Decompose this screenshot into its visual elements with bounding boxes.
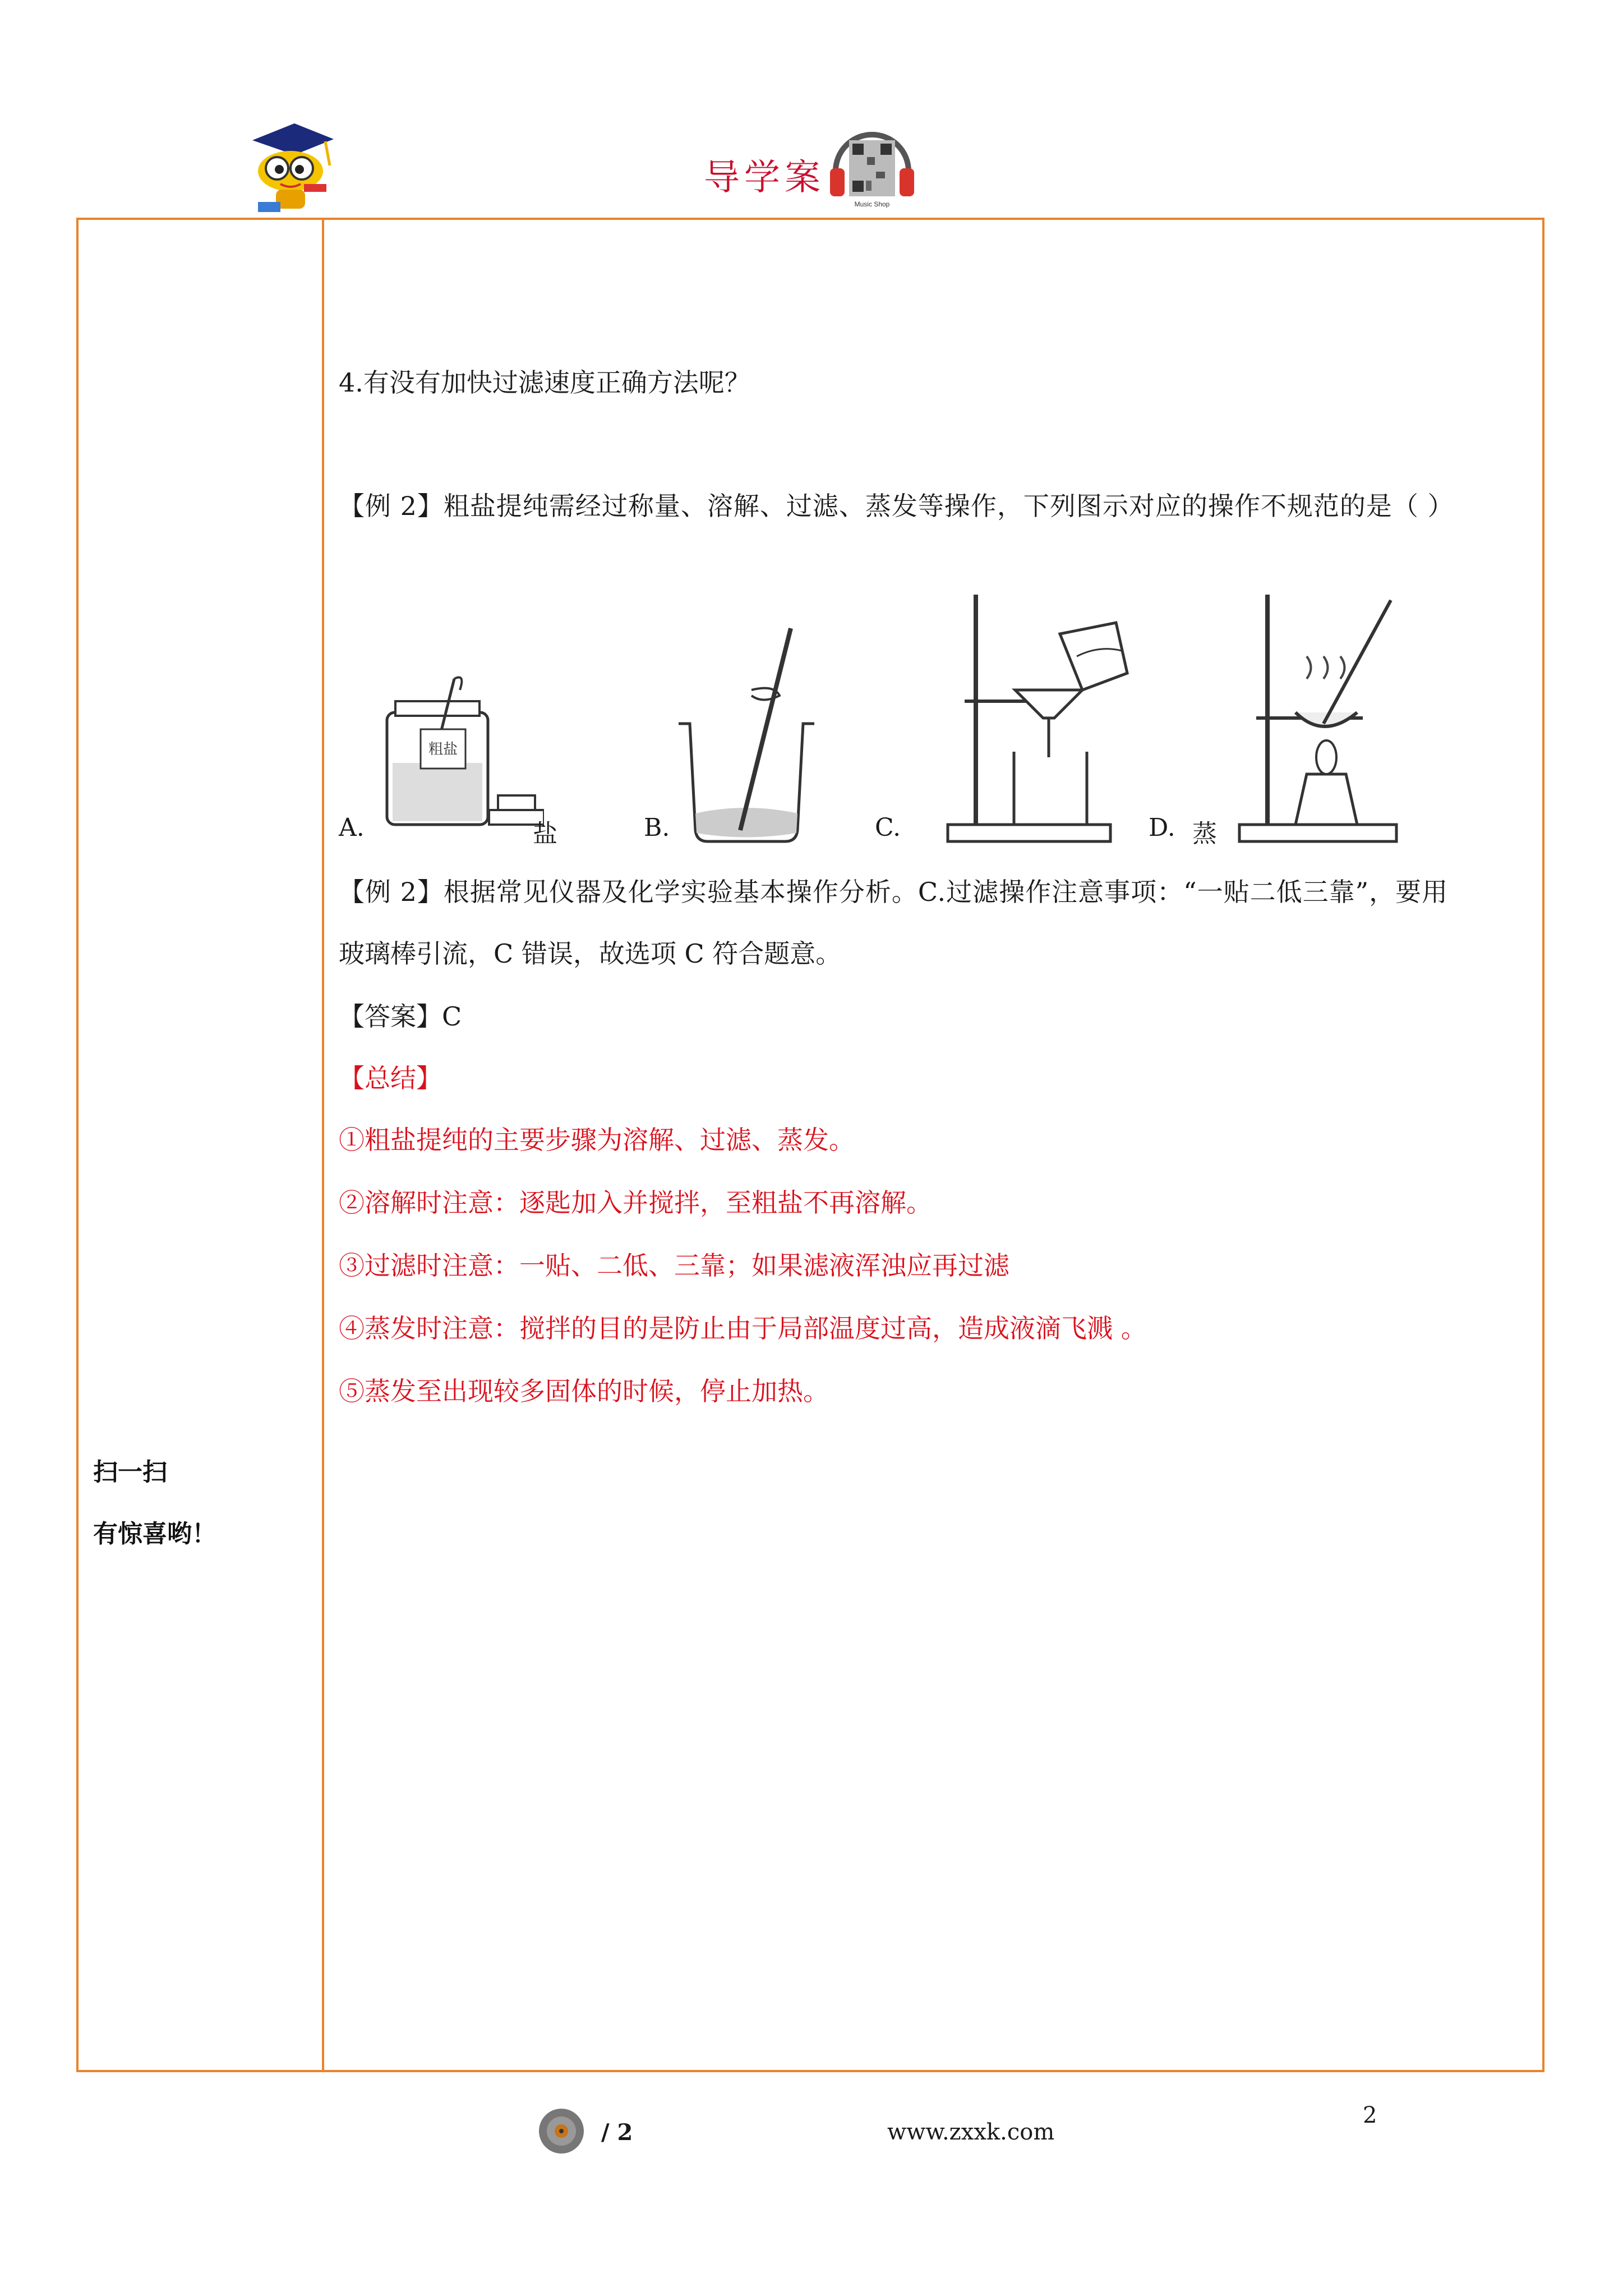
summary-item-5: ⑤蒸发至出现较多固体的时候，停止加热。 [339,1376,829,1406]
option-a-label: A. [339,813,365,842]
disc-logo-icon [537,2107,585,2155]
summary-item-1: ①粗盐提纯的主要步骤为溶解、过滤、蒸发。 [339,1125,855,1155]
option-d-evaporation-figure [1223,589,1413,847]
question-4: 4.有没有加快过滤速度正确方法呢？ [339,367,750,398]
analysis-line-2: 玻璃棒引流，C 错误，故选项 C 符合题意。 [339,938,842,969]
option-d-caption-fragment: 蒸 [1192,820,1217,848]
scan-label: 扫一扫 [93,1458,167,1487]
surprise-label: 有惊喜哟！ [93,1520,216,1548]
headphones-qr-logo-icon [824,118,920,213]
summary-title: 【总结】 [339,1063,442,1093]
summary-item-2: ②溶解时注意：逐匙加入并搅拌，至粗盐不再溶解。 [339,1188,932,1218]
summary-item-4: ④蒸发时注意：搅拌的目的是防止由于局部温度过高，造成液滴飞溅 。 [339,1313,1147,1343]
page-header [0,0,1623,216]
option-b-label: B. [644,813,670,842]
analysis-line-1: 【例 2】根据常见仪器及化学实验基本操作分析。C.过滤操作注意事项：“一贴二低三靠”，要用 [339,877,1449,907]
footer-url[interactable]: www.zxxk.com [887,2119,1055,2145]
summary-item-3: ③过滤时注意：一贴、二低、三靠；如果滤液浑浊应再过滤 [339,1250,1009,1281]
option-b-dissolving-figure [667,611,824,847]
jar-label: 粗盐 [428,741,458,758]
column-divider [322,218,324,2072]
answer-text: 【答案】C [339,1001,462,1032]
option-c-label: C. [875,813,901,842]
logo-text: Music Shop [854,200,890,208]
page-title: 导学案 [704,157,825,199]
option-c-filtration-figure [942,589,1144,847]
example-prompt: 【例 2】粗盐提纯需经过称量、溶解、过滤、蒸发等操作，下列图示对应的操作不规范的是（ ） [339,491,1454,521]
page-number: 2 [1363,2102,1377,2128]
option-a-weighing-figure [370,662,544,841]
option-a-caption-fragment: 盐 [533,820,557,848]
footer-page-count: / 2 [601,2119,633,2146]
mascot-logo-icon [241,118,336,216]
option-d-label: D. [1149,813,1175,842]
